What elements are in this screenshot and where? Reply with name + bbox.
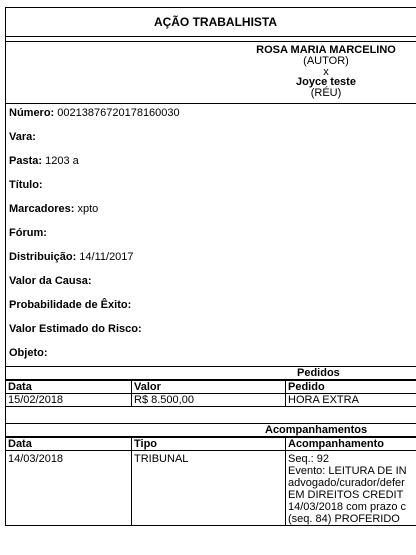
field-value: 1203 a — [45, 155, 79, 167]
table-header-row — [6, 438, 416, 451]
column-header-data: Data — [6, 438, 132, 451]
field-value: 14/11/2017 — [79, 251, 134, 263]
document-title: AÇÃO TRABALHISTA — [5, 7, 416, 37]
versus-label: x — [323, 66, 329, 78]
acompanhamentos-table — [5, 437, 416, 526]
field-numero — [9, 107, 180, 119]
cell-data: 15/02/2018 — [6, 394, 132, 407]
acompanhamento-line: EM DIREITOS CREDIT — [288, 489, 404, 501]
author-role: (AUTOR) — [303, 55, 349, 67]
field-valor-causa — [9, 275, 92, 287]
cell-data: 14/03/2018 — [6, 451, 132, 526]
acompanhamentos-header — [5, 423, 416, 437]
author-name: ROSA MARIA MARCELINO — [256, 44, 396, 56]
field-label: Fórum: — [9, 227, 47, 239]
pedidos-title: Pedidos — [297, 367, 340, 379]
cell-acompanhamento — [286, 451, 416, 526]
field-label: Objeto: — [9, 347, 48, 359]
field-titulo — [9, 179, 43, 191]
acompanhamento-line: 14/03/2018 com prazo c — [288, 501, 407, 513]
field-value: xpto — [77, 203, 99, 215]
table-header-row — [6, 381, 416, 394]
column-header-data: Data — [6, 381, 132, 394]
pedidos-header — [5, 366, 416, 380]
table-row — [6, 394, 416, 407]
field-label: Pasta: — [9, 155, 43, 167]
field-label: Vara: — [9, 131, 36, 143]
field-forum — [9, 227, 47, 239]
field-marcadores — [9, 203, 98, 215]
parties-block — [5, 41, 416, 104]
field-distribuicao — [9, 251, 134, 263]
cell-tipo: TRIBUNAL — [132, 451, 286, 526]
field-label: Número: — [9, 107, 55, 119]
field-label: Valor Estimado do Risco: — [9, 323, 142, 335]
field-objeto — [9, 347, 48, 359]
field-probabilidade — [9, 299, 131, 311]
field-label: Valor da Causa: — [9, 275, 92, 287]
defendant-name: Joyce teste — [296, 76, 356, 88]
field-value: 00213876720178160030 — [57, 107, 180, 119]
field-pasta — [9, 155, 79, 167]
defendant-role: (RÉU) — [310, 87, 342, 99]
case-fields — [5, 104, 416, 366]
acompanhamentos-title: Acompanhamentos — [265, 424, 368, 436]
acompanhamento-line: Seq.: 92 — [288, 453, 329, 465]
acompanhamento-line: (seq. 84) PROFERIDO — [288, 513, 400, 525]
field-vara — [9, 131, 36, 143]
field-label: Marcadores: — [9, 203, 75, 215]
column-header-valor: Valor — [132, 381, 286, 394]
column-header-acompanhamento: Acompanhamento — [286, 438, 416, 451]
column-header-tipo: Tipo — [132, 438, 286, 451]
field-label: Probabilidade de Êxito: — [9, 299, 132, 311]
table-row — [6, 451, 416, 526]
pedidos-table — [5, 380, 416, 407]
column-header-pedido: Pedido — [286, 381, 416, 394]
cell-pedido: HORA EXTRA — [286, 394, 416, 407]
field-label: Título: — [9, 179, 43, 191]
acompanhamento-line: advogado/curador/defer — [288, 477, 405, 489]
spacer — [5, 407, 416, 423]
field-label: Distribuição: — [9, 251, 77, 263]
document — [5, 7, 416, 526]
field-valor-estimado — [9, 323, 142, 335]
acompanhamento-line: Evento: LEITURA DE IN — [288, 465, 407, 477]
cell-valor: R$ 8.500,00 — [132, 394, 286, 407]
